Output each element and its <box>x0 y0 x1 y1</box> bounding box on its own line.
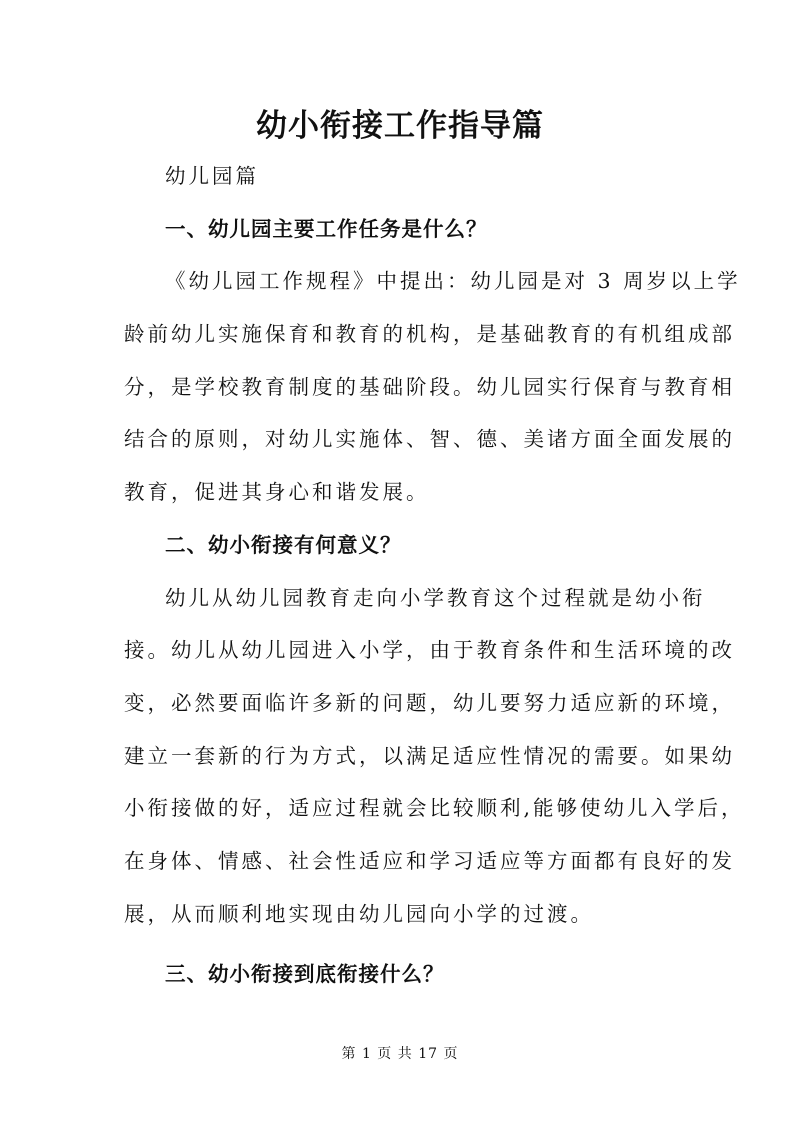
section-heading: 一、幼儿园主要工作任务是什么？ <box>165 216 488 241</box>
paragraph-line: 分，是学校教育制度的基础阶段。幼儿园实行保育与教育相 <box>124 374 735 399</box>
paragraph-line: 变，必然要面临许多新的问题，幼儿要努力适应新的环境， <box>124 690 735 715</box>
paragraph-line: 龄前幼儿实施保育和教育的机构，是基础教育的有机组成部 <box>124 322 735 347</box>
document-body <box>124 150 745 1001</box>
spacer <box>124 940 684 948</box>
section-heading: 三、幼小衔接到底衔接什么？ <box>165 962 445 987</box>
paragraph-line: 幼儿从幼儿园教育走向小学教育这个过程就是幼小衔 <box>165 585 706 610</box>
paragraph-line: 展，从而顺利地实现由幼儿园向小学的过渡。 <box>124 901 594 926</box>
paragraph-line: 结合的原则，对幼儿实施体、智、德、美诸方面全面发展的 <box>124 427 735 452</box>
paragraph-line: 教育，促进其身心和谐发展。 <box>124 480 430 505</box>
page-footer: 第 1 页 共 17 页 <box>341 1046 459 1062</box>
paragraph-line: 在身体、情感、社会性适应和学习适应等方面都有良好的发 <box>124 848 735 873</box>
page-title: 幼小衔接工作指导篇 <box>256 108 544 144</box>
paragraph-line: 接。幼儿从幼儿园进入小学，由于教育条件和生活环境的改 <box>124 638 735 663</box>
paragraph-line: 小衔接做的好，适应过程就会比较顺利,能够使幼儿入学后， <box>124 796 745 821</box>
subtitle: 幼儿园篇 <box>165 164 259 188</box>
section-heading: 二、幼小衔接有何意义？ <box>165 532 402 557</box>
paragraph-line: 《幼儿园工作规程》中提出：幼儿园是对 3 周岁以上学 <box>165 269 741 294</box>
paragraph-line: 建立一套新的行为方式，以满足适应性情况的需要。如果幼 <box>124 743 735 768</box>
